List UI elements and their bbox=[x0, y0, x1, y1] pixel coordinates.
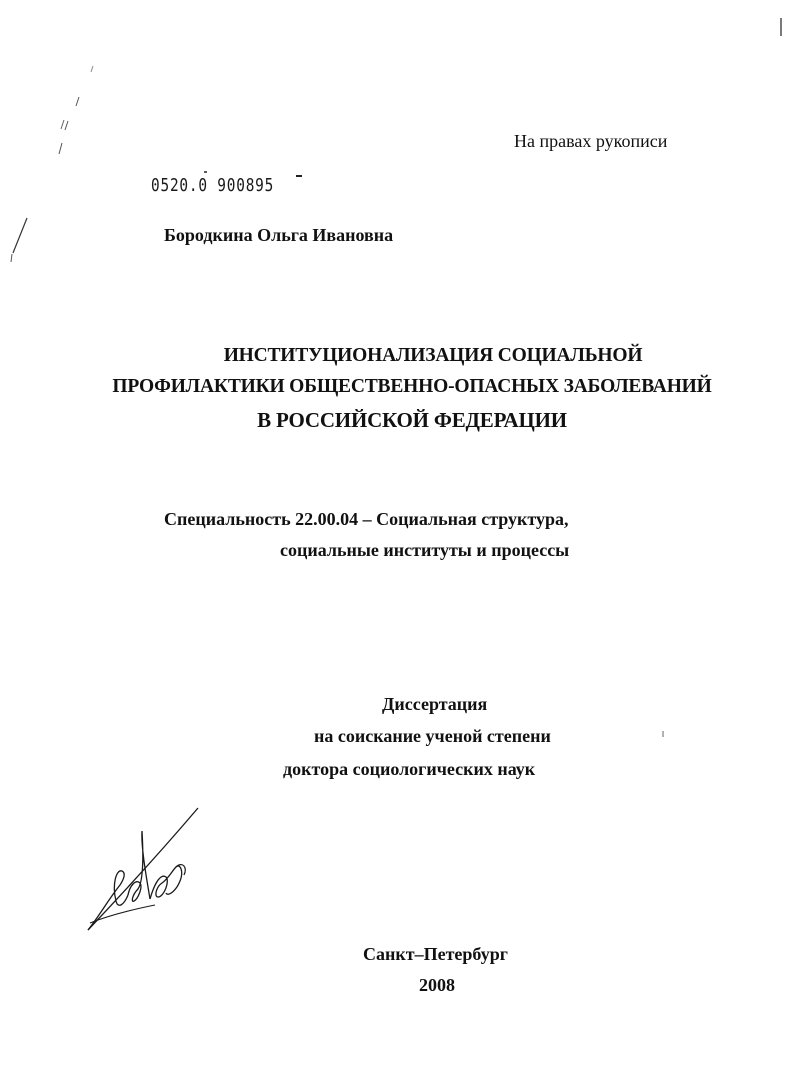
title-line-1: ИНСТИТУЦИОНАЛИЗАЦИЯ СОЦИАЛЬНОЙ bbox=[223, 345, 643, 366]
scan-mark bbox=[11, 254, 12, 262]
dissertation-line-1: Диссертация bbox=[382, 694, 488, 714]
scan-mark bbox=[59, 143, 62, 154]
scan-mark bbox=[61, 120, 64, 129]
scan-mark bbox=[65, 121, 68, 130]
rights-note: На правах рукописи bbox=[514, 131, 668, 151]
handwritten-signature bbox=[80, 805, 210, 935]
specialty-line-2: социальные институты и процессы bbox=[280, 540, 570, 560]
specialty-line-1: Специальность 22.00.04 – Социальная структура, bbox=[164, 509, 569, 529]
dissertation-line-2: на соискание ученой степени bbox=[314, 726, 551, 746]
city: Санкт–Петербург bbox=[363, 944, 508, 964]
year: 2008 bbox=[419, 975, 455, 995]
dissertation-line-3: доктора социологических наук bbox=[283, 759, 536, 779]
scan-mark bbox=[91, 66, 93, 72]
title-line-2: ПРОФИЛАКТИКИ ОБЩЕСТВЕННО-ОПАСНЫХ ЗАБОЛЕВАНИЙ bbox=[112, 376, 712, 397]
author-name: Бородкина Ольга Ивановна bbox=[164, 225, 394, 245]
inventory-number: 0520.0 900895 bbox=[151, 175, 275, 196]
title-line-3: В РОССИЙСКОЙ ФЕДЕРАЦИИ bbox=[257, 408, 567, 432]
scan-mark bbox=[13, 218, 27, 253]
scan-mark bbox=[76, 97, 79, 106]
